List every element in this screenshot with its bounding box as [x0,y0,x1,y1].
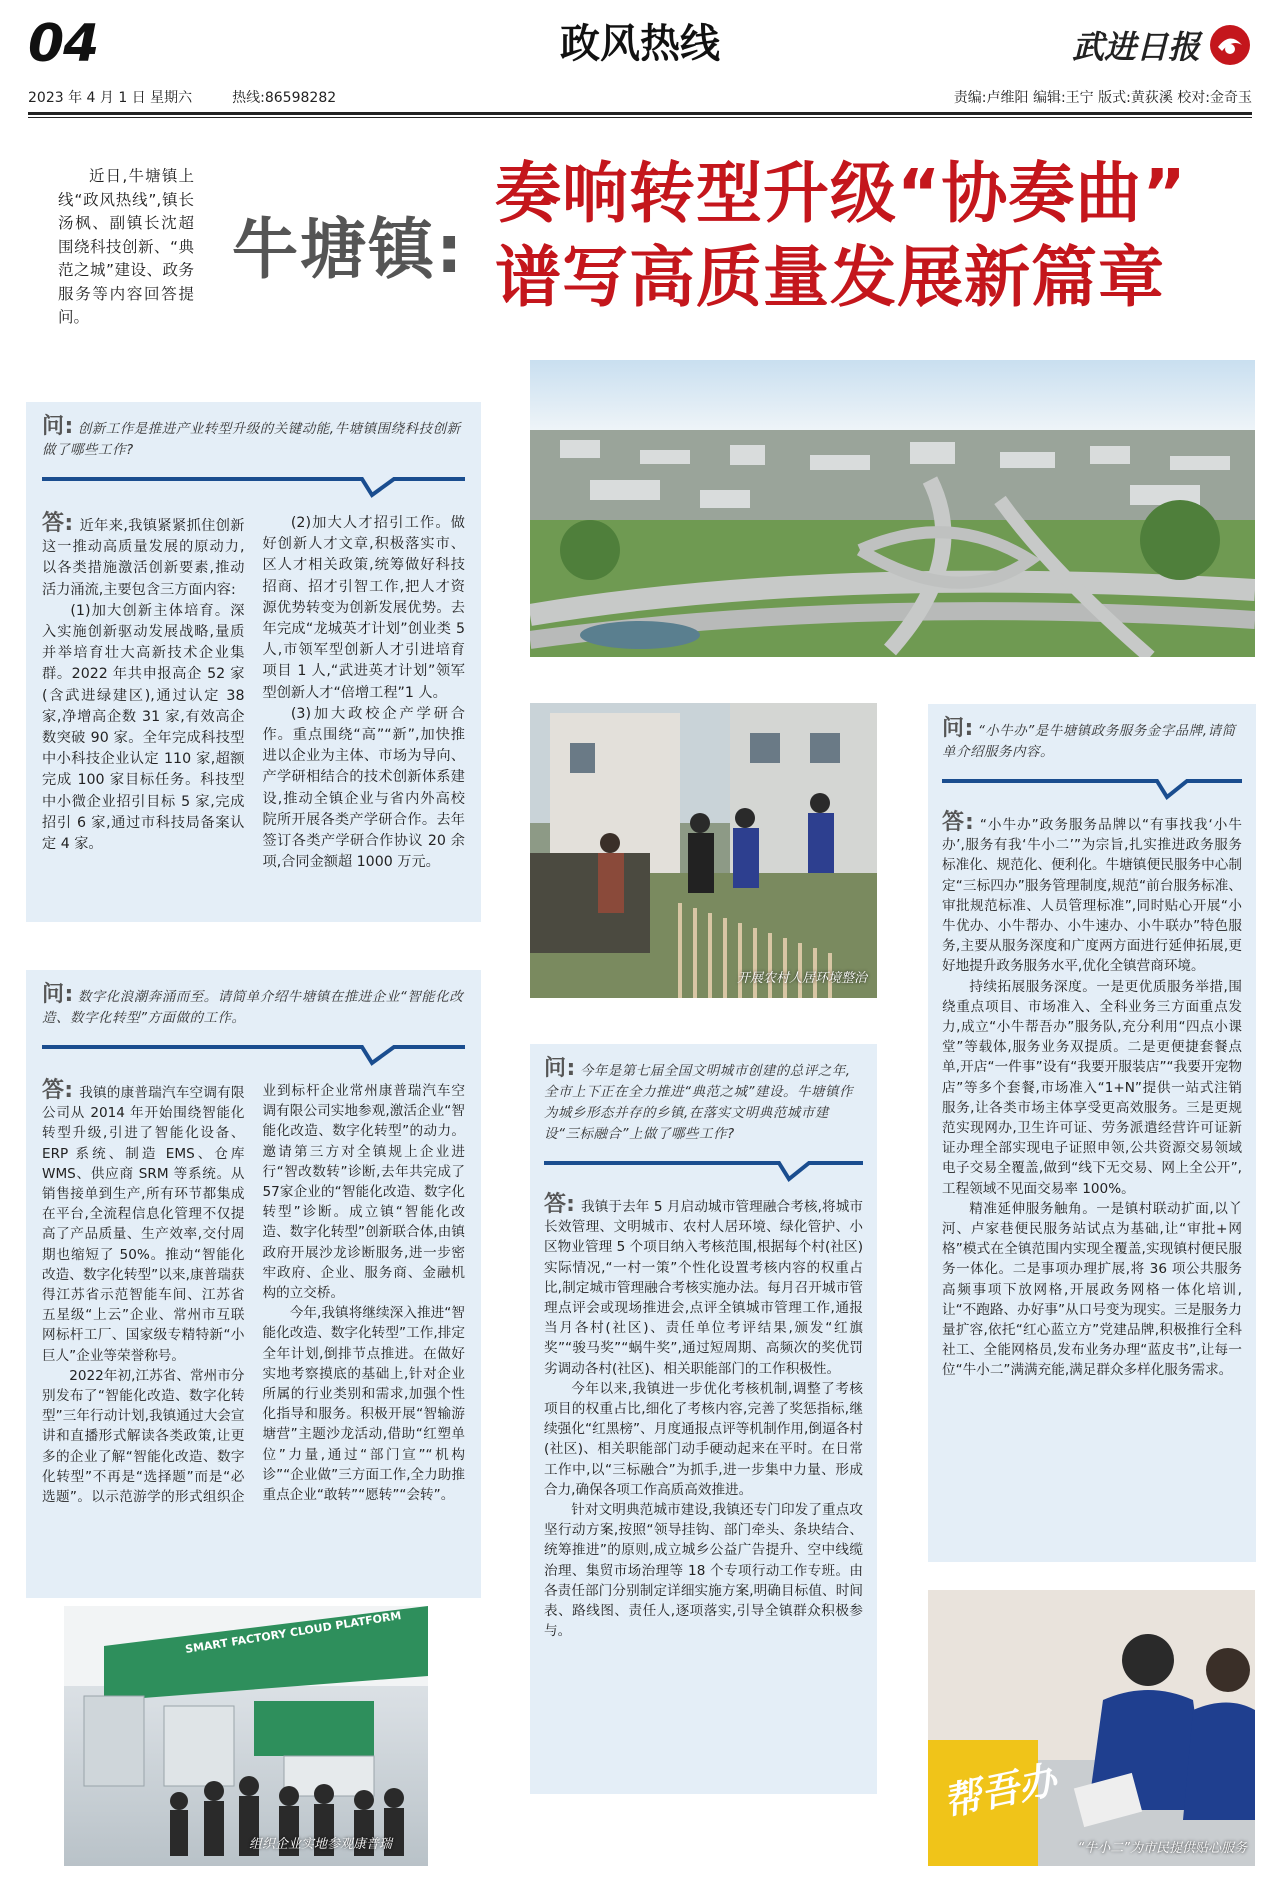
question-text: “小牛办”是牛塘镇政务服务金字品牌,请简单介绍服务内容。 [942,723,1236,760]
answer-paragraph: 针对文明典范城市建设,我镇还专门印发了重点攻坚行动方案,按照“领导挂钩、部门牵头、条块结合、统筹推进”的原则,成立城乡公益广告提升、空中线缆治理、集贸市场治理等 18 个专项行动工作专班。由各责任部门分别制定详细实施方案,明确目标值、时间表、路线图、责任人,逐项落实,引导全镇群众积极参与。 [544,1502,863,1640]
newspaper-logo [1072,22,1252,68]
a-label: 答: [942,810,974,835]
logo-emblem-icon [1208,23,1252,67]
answer-paragraph: 答: “小牛办”政务服务品牌以“有事找我‘小牛办’,服务有我‘牛小二’”为宗旨,扎实推进政务服务标准化、规范化、便利化。牛塘镇便民服务中心制定“三标四办”服务管理制度,规范“前台服务标准、审批规范标准、人员管理标准”,同时贴心开展“小牛优办、小牛帮办、小牛速办、小牛联办”特色服务,主要从服务深度和广度两方面进行延伸拓展,更好地提升政务服务水平,优化全镇营商环境。 [942,810,1242,975]
answer-paragraph: (2)加大人才招引工作。做好创新人才文章,积极落实市、区人才相关政策,统筹做好科技招商、招才引智工作,把人才资源优势转变为创新发展优势。去年完成“龙城英才计划”创业类 5 人,市领军型创新人才引进培育项目 1 人,“武进英才计划”领军型创新人才“倍增工程”1 人。 [262,515,465,701]
headline-line-1: 奏响转型升级“协奏曲” [495,155,1187,232]
answer-paragraph: (3)加大政校企产学研合作。重点围绕“高”“新”,加快推进以企业为主体、市场为导向、产学研相结合的技术创新体系建设,推动全镇企业与省内外高校院所开展各类产学研合作。去年签订各类产学研合作协议 20 余项,合同金额超 1000 万元。 [262,705,465,871]
q-label: 问: [42,982,74,1007]
caption-village: 开展农村人居环境整治 [736,971,867,986]
section-title: 政风热线 [560,21,720,67]
q-label: 问: [544,1056,576,1081]
answer-paragraph: 2022年初,江苏省、常州市分别发布了“智能化改造、数字化转型”三年行动计划,我镇通过大会宣讲和直播形式解读各类政策,让更多的企业了解“智能化改造、数字化转型”不再是“选择题”而是“必选题”。以示范游学的形式组织企业到标杆企业常州康普瑞汽车空调有限公司实地参观,激活企业“智能化改造、数字化转型”的动力。邀请第三方对全镇规上企业进行“智改数转”诊断,去年共完成了57家企业的“智能化改造、数字化转型”诊断。成立镇“智能化改造、数字化转型”创新联合体,由镇政府开展沙龙诊断服务,进一步密牢政府、企业、服务商、金融机构的立交桥。 [42,1083,465,1506]
answer-paragraph: 今年,我镇将继续深入推进“智能化改造、数字化转型”工作,排定全年计划,倒排节点推进。在做好实地考察摸底的基础上,针对企业所属的行业类别和需求,加强个性化指导和服务。积极开展“智输游塘营”主题沙龙活动,借助“红塑单位”力量,通过“部门宣”“机构诊”“企业做”三方面工作,全力助推重点企业“敢转”“愿转”“会转”。 [262,1305,465,1504]
question [544,1058,863,1145]
a-label: 答: [544,1192,575,1217]
factory-sign: SMART FACTORY CLOUD PLATFORM [184,1608,403,1657]
answer-paragraph: (1)加大创新主体培育。深入实施创新驱动发展战略,量质并举培育壮大高新技术企业集群。2022 年共申报高企 52 家(含武进绿建区),通过认定 38 家,净增高企数 31 家,有效高企数突破 90 家。全年完成科技型中小科技企业认定 110 家,超额完成 100 家目标任务。科技型中小微企业招引目标 5 家,完成招引 6 家,通过市科技局备案认定 4 家。 [42,602,245,853]
aerial-scene [530,360,1255,657]
q-label: 问: [942,716,974,741]
page-number: 04 [28,14,99,74]
logo-text: 武进日报 [1071,28,1200,66]
question-text: 数字化浪潮奔涌而至。请简单介绍牛塘镇在推进企业“智能化改造、数字化转型”方面做的工作。 [42,989,464,1026]
answer [42,513,465,873]
answer-paragraph: 答: 我镇的康普瑞汽车空调有限公司从 2014 年开始围绕智能化转型升级,引进了智能化设备、ERP 系统、制造 EMS、仓库 WMS、供应商 SRM 等系统。从销售接单到生产,所有环节都集成在平台,全流程信息化管理不仅提高了产品质量、生产效率,交付周期也缩短了 50%。推动“智能化改造、数字化转型”以来,康普瑞获得江苏省示范智能车间、江苏省五星级“上云”企业、常州市互联网标杆工厂、国家级专精特新“小巨人”企业等荣誉称号。 [42,1078,245,1364]
answer-paragraph: 答: 近年来,我镇紧紧抓住创新这一推动高质量发展的原动力,以各类措施激活创新要素,推动活力涌流,主要包含三方面内容: [42,511,245,598]
question-text: 创新工作是推进产业转型升级的关键动能,牛塘镇围绕科技创新做了哪些工作? [42,421,461,458]
meta-bar [28,85,1252,109]
badge-text: 帮吾办 [939,1757,1061,1825]
issue-date: 2023 年 4 月 1 日 星期六 [28,90,193,106]
caption-service: “牛小二”为市民提供贴心服务 [1077,1841,1247,1856]
a-label: 答: [42,1078,73,1103]
village-scene [530,703,877,998]
qa-xiaoniuban [928,704,1256,1562]
divider-bubble [42,471,465,501]
service-scene [928,1590,1255,1866]
lead-intro: 近日,牛塘镇上线“政风热线”,镇长汤枫、副镇长沈超围绕科技创新、“典范之城”建设、政务服务等内容回答提问。 [58,167,194,326]
photo-factory-visit [64,1606,428,1866]
masthead-rule-thin [28,117,1252,118]
hotline: 热线:86598282 [232,90,337,106]
answer-paragraph: 今年以来,我镇进一步优化考核机制,调整了考核项目的权重占比,细化了考核内容,完善了奖惩指标,继续强化“红黑榜”、月度通报点评等机制作用,倒逼各村(社区)、相关职能部门动手硬动起来在平时。在日常工作中,以“三标融合”为抓手,进一步集中力量、形成合力,确保各项工作高质高效推进。 [544,1380,863,1498]
a-label: 答: [42,511,74,536]
divider-bubble [942,773,1242,803]
qa-innovation [26,402,481,922]
answer-paragraph: 精准延伸服务触角。一是镇村联动扩面,以丫河、卢家巷便民服务站试点为基础,让“审批+网格”模式在全镇范围内实现全覆盖,实现镇村便民服务一体化。二是事项办理扩展,将 36 项公共服务高频事项下放网格,开展政务网格一体化培训,让“不跑路、办好事”从口号变为现实。三是服务力量扩容,依托“红心蓝立方”党建品牌,积极推行全科社工、全能网格员,发布业务办理“蓝皮书”,让每一位“牛小二”满满充能,满足群众多样化服务需求。 [942,1200,1242,1379]
photo-village-cleanup [530,703,877,998]
caption-factory: 组织企业实地参观康普瑞 [249,1837,393,1852]
photo-aerial-interchange [530,360,1255,657]
qa-digital [26,970,481,1598]
answer [544,1192,863,1641]
town-name: 牛塘镇: [232,211,465,288]
headline-line-2: 谱写高质量发展新篇章 [495,239,1165,316]
divider-bubble [42,1039,465,1069]
question-text: 今年是第七届全国文明城市创建的总评之年,全市上下正在全力推进“典范之城”建设。牛塘镇作为城乡形态并存的乡镇,在落实文明典范城市建设“三标融合”上做了哪些工作? [544,1063,853,1142]
question [942,718,1242,763]
question [42,416,465,461]
masthead-rule [28,112,1252,115]
question [42,984,465,1029]
answer [942,810,1242,1381]
answer [42,1078,465,1507]
answer-paragraph: 持续拓展服务深度。一是更优质服务举措,围绕重点项目、市场准入、全科业务三方面重点发力,成立“小牛帮吾办”服务队,充分利用“四点小课堂”等载体,服务业务双提质。二是更便捷套餐点单,开店“一件事”设有“我要开服装店”“我要开宠物店”等多个套餐,市场准入“1+N”提供一站式注销服务,让各类市场主体享受更高效服务。三是更规范实现网办,卫生许可证、劳务派遣经营许可证新证办理全部实现电子证照申领,公共资源交易领域电子交易全覆盖,做到“线下无交易、网上全公开”,工程领域不见面交易率 100%。 [942,978,1242,1197]
photo-service-desk [928,1590,1255,1866]
headline [495,152,1255,320]
answer-paragraph: 答: 我镇于去年 5 月启动城市管理融合考核,将城市长效管理、文明城市、农村人居环境、绿化管护、小区物业管理 5 个项目纳入考核范围,根据每个村(社区)实际情况,“一村一策”个性化设置考核内容的权重占比,制定城市管理融合考核实施办法。每月召开城市管理点评会或现场推进会,点评全镇城市管理工作,通报当月各村(社区)、责任单位考评结果,颁发“红旗奖”“骏马奖”“蜗牛奖”,通过短周期、高频次的奖优罚劣调动各村(社区)、相关职能部门的工作积极性。 [544,1192,863,1377]
qa-civilized-city [530,1044,877,1794]
q-label: 问: [42,414,74,439]
staff-credits: 责编:卢维阳 编辑:王宁 版式:黄荻溪 校对:金奇玉 [953,90,1252,106]
divider-bubble [544,1155,863,1185]
